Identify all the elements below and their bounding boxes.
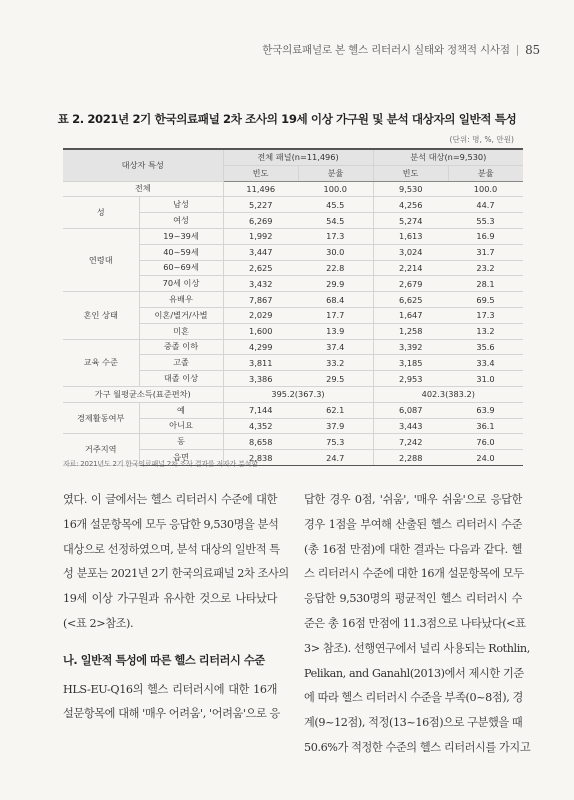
characteristics-table <box>63 148 523 466</box>
running-head <box>262 42 540 57</box>
body-column-left <box>63 488 289 727</box>
page-number: 85 <box>525 42 540 57</box>
cell-freq1: 2,838 <box>223 450 298 466</box>
row-label: 중졸 이하 <box>139 339 223 355</box>
row-label: 여성 <box>139 213 223 229</box>
body-column-right <box>304 488 531 761</box>
header-characteristic: 대상자 특성 <box>63 149 223 181</box>
cell-pct1: 37.4 <box>298 339 373 355</box>
cell-pct1: 45.5 <box>298 197 373 213</box>
running-head-separator: | <box>515 43 520 56</box>
group-label-marital: 혼인 상태 <box>63 292 139 339</box>
paragraph-line: 50.6%가 적정한 수준의 헬스 리터러시를 가지고 <box>304 740 531 754</box>
cell-freq1: 6,269 <box>223 213 298 229</box>
cell-freq2: 2,953 <box>373 371 448 387</box>
paragraph-line: 설문항목에 대해 '매우 어려움', '어려움'으로 응 <box>63 707 280 721</box>
row-label: 동 <box>139 434 223 450</box>
cell-freq2: 1,647 <box>373 307 448 323</box>
paragraph-line: 대상으로 선정하였으며, 분석 대상의 일반적 특 <box>63 542 280 556</box>
row-label: 70세 이상 <box>139 276 223 292</box>
cell-income-2: 402.3(383.2) <box>373 386 523 402</box>
paragraph-line: 경우 1점을 부여해 산출된 헬스 리터러시 수준 <box>304 517 522 531</box>
cell-pct1: 30.0 <box>298 244 373 260</box>
cell-pct2: 36.1 <box>448 418 523 434</box>
table-title: 표 2. 2021년 2기 한국의료패널 2차 조사의 19세 이상 가구원 및 분석 대상자의 일반적 특성 <box>57 112 517 126</box>
running-head-title: 한국의료패널로 본 헬스 리터러시 실태와 정책적 시사점 <box>262 44 510 56</box>
cell-freq2: 9,530 <box>373 181 448 197</box>
table-row-total <box>63 181 523 197</box>
header-freq-1: 빈도 <box>223 165 298 181</box>
table-row-income <box>63 386 523 402</box>
cell-freq2: 6,625 <box>373 292 448 308</box>
paragraph-line: 답한 경우 0점, '쉬움', '매우 쉬움'으로 응답한 <box>304 493 522 506</box>
cell-pct1: 29.9 <box>298 276 373 292</box>
paragraph-line: (총 16점 만점)에 대한 결과는 다음과 같다. 헬 <box>304 542 522 556</box>
cell-pct1: 75.3 <box>298 434 373 450</box>
table-row <box>63 402 523 418</box>
cell-freq2: 3,185 <box>373 355 448 371</box>
paragraph-line: 3> 참조). 선행연구에서 널리 사용되는 Rothlin, <box>304 641 530 655</box>
cell-pct1: 17.7 <box>298 307 373 323</box>
section-heading: 나. 일반적 특성에 따른 헬스 리터러시 수준 <box>63 653 265 667</box>
cell-pct2: 100.0 <box>448 181 523 197</box>
row-label: 읍면 <box>139 450 223 466</box>
cell-pct2: 35.6 <box>448 339 523 355</box>
cell-pct2: 24.0 <box>448 450 523 466</box>
cell-freq2: 1,613 <box>373 228 448 244</box>
row-label: 대졸 이상 <box>139 371 223 387</box>
table-row <box>63 339 523 355</box>
paragraph-line: Pelikan, and Ganahl(2013)에서 제시한 기준 <box>304 666 524 680</box>
paragraph-line: 16개 설문항목에 모두 응답한 9,530명을 분석 <box>63 517 279 531</box>
header-group-analysis: 분석 대상(n=9,530) <box>373 149 523 165</box>
cell-freq2: 2,214 <box>373 260 448 276</box>
cell-freq2: 3,024 <box>373 244 448 260</box>
cell-freq2: 4,256 <box>373 197 448 213</box>
cell-freq1: 7,867 <box>223 292 298 308</box>
cell-freq1: 4,352 <box>223 418 298 434</box>
cell-pct1: 13.9 <box>298 323 373 339</box>
paragraph-line: HLS-EU-Q16의 헬스 리터러시에 대한 16개 <box>63 682 277 696</box>
header-pct-1: 분율 <box>298 165 373 181</box>
cell-freq2: 7,242 <box>373 434 448 450</box>
cell-freq1: 7,144 <box>223 402 298 418</box>
row-label: 이혼/별거/사별 <box>139 307 223 323</box>
row-label: 아니요 <box>139 418 223 434</box>
cell-freq1: 3,386 <box>223 371 298 387</box>
cell-freq1: 3,811 <box>223 355 298 371</box>
cell-pct1: 29.5 <box>298 371 373 387</box>
row-label: 60~69세 <box>139 260 223 276</box>
row-label: 예 <box>139 402 223 418</box>
cell-pct2: 76.0 <box>448 434 523 450</box>
row-label: 유배우 <box>139 292 223 308</box>
table-row <box>63 228 523 244</box>
row-label: 40~59세 <box>139 244 223 260</box>
cell-freq1: 5,227 <box>223 197 298 213</box>
cell-freq1: 2,625 <box>223 260 298 276</box>
group-label-employment: 경제활동여부 <box>63 402 139 434</box>
table-source-note: 자료: 2021년도 2기 한국의료패널 2차 조사 결과를 저자가 분석함. <box>63 460 260 468</box>
paragraph-line: 에 따라 헬스 리터러시 수준을 부족(0~8점), 경 <box>304 691 523 705</box>
cell-pct1: 17.3 <box>298 228 373 244</box>
row-label: 고졸 <box>139 355 223 371</box>
cell-freq1: 2,029 <box>223 307 298 323</box>
header-freq-2: 빈도 <box>373 165 448 181</box>
cell-freq2: 1,258 <box>373 323 448 339</box>
cell-pct2: 23.2 <box>448 260 523 276</box>
row-label: 19~39세 <box>139 228 223 244</box>
table-row <box>63 292 523 308</box>
cell-pct1: 68.4 <box>298 292 373 308</box>
cell-pct2: 44.7 <box>448 197 523 213</box>
paragraph-line: 준은 총 16점 만점에 11.3점으로 나타났다(<표 <box>304 616 526 630</box>
cell-pct1: 33.2 <box>298 355 373 371</box>
cell-freq1: 3,447 <box>223 244 298 260</box>
cell-pct1: 62.1 <box>298 402 373 418</box>
cell-freq2: 2,679 <box>373 276 448 292</box>
cell-pct1: 22.8 <box>298 260 373 276</box>
paragraph-line: 였다. 이 글에서는 헬스 리터러시 수준에 대한 <box>63 493 277 506</box>
paragraph-line: 19세 이상 가구원과 유사한 것으로 나타났다 <box>63 592 277 606</box>
paragraph-line: (<표 2>참조). <box>63 616 134 630</box>
cell-freq1: 1,600 <box>223 323 298 339</box>
cell-freq1: 3,432 <box>223 276 298 292</box>
cell-pct2: 28.1 <box>448 276 523 292</box>
cell-freq2: 6,087 <box>373 402 448 418</box>
cell-pct2: 31.7 <box>448 244 523 260</box>
group-label-age: 연령대 <box>63 228 139 291</box>
table-row <box>63 434 523 450</box>
cell-pct2: 63.9 <box>448 402 523 418</box>
cell-freq1: 11,496 <box>223 181 298 197</box>
cell-pct2: 17.3 <box>448 307 523 323</box>
table-unit: (단위: 명, %, 만원) <box>449 135 514 144</box>
cell-pct1: 37.9 <box>298 418 373 434</box>
row-label: 남성 <box>139 197 223 213</box>
cell-pct1: 54.5 <box>298 213 373 229</box>
paragraph-line: 성 분포는 2021년 2기 한국의료패널 2차 조사의 <box>63 567 289 581</box>
cell-pct2: 69.5 <box>448 292 523 308</box>
header-pct-2: 분율 <box>448 165 523 181</box>
cell-pct2: 31.0 <box>448 371 523 387</box>
table-row <box>63 197 523 213</box>
cell-pct1: 100.0 <box>298 181 373 197</box>
cell-pct1: 24.7 <box>298 450 373 466</box>
cell-freq1: 8,658 <box>223 434 298 450</box>
cell-pct2: 13.2 <box>448 323 523 339</box>
paragraph-line: 계(9~12점), 적정(13~16점)으로 구분했을 때 <box>304 716 523 730</box>
cell-freq2: 3,392 <box>373 339 448 355</box>
group-label-residence: 거주지역 <box>63 434 139 466</box>
header-group-full-panel: 전체 패널(n=11,496) <box>223 149 373 165</box>
group-label-education: 교육 수준 <box>63 339 139 386</box>
cell-pct2: 55.3 <box>448 213 523 229</box>
cell-income-1: 395.2(367.3) <box>223 386 373 402</box>
row-label: 가구 월평균소득(표준편차) <box>63 386 223 402</box>
paragraph-line: 스 리터러시 수준에 대한 16개 설문항목에 모두 <box>304 567 524 581</box>
cell-freq2: 2,288 <box>373 450 448 466</box>
cell-freq2: 3,443 <box>373 418 448 434</box>
row-label: 미혼 <box>139 323 223 339</box>
cell-freq2: 5,274 <box>373 213 448 229</box>
group-label-sex: 성 <box>63 197 139 229</box>
paragraph-line: 응답한 9,530명의 평균적인 헬스 리터러시 수 <box>304 592 522 606</box>
cell-pct2: 16.9 <box>448 228 523 244</box>
cell-pct2: 33.4 <box>448 355 523 371</box>
cell-freq1: 4,299 <box>223 339 298 355</box>
cell-freq1: 1,992 <box>223 228 298 244</box>
row-label: 전체 <box>63 181 223 197</box>
